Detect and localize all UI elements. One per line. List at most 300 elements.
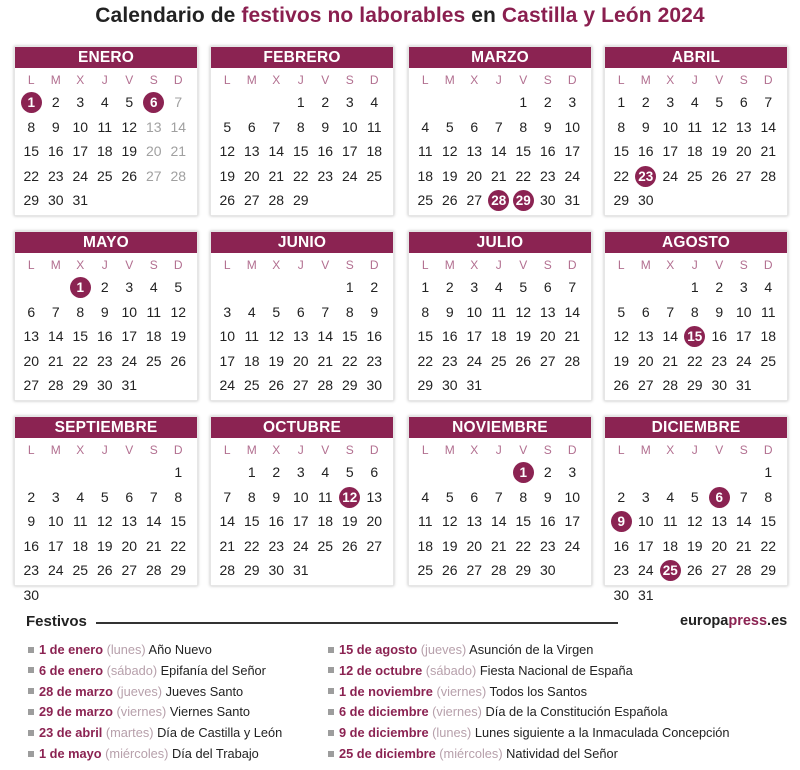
weekday-header: S — [345, 258, 354, 272]
day: 29 — [72, 377, 89, 393]
day: 9 — [543, 488, 552, 505]
day: 10 — [219, 328, 236, 344]
day: 1 — [617, 94, 626, 110]
weekday-header: X — [666, 258, 675, 272]
day: 21 — [490, 167, 507, 184]
day: 22 — [760, 537, 777, 554]
legend-date: 28 de marzo — [39, 683, 117, 699]
day: 22 — [170, 537, 187, 554]
day: 10 — [121, 303, 138, 320]
day: 24 — [662, 167, 679, 184]
day: 12 — [96, 513, 113, 529]
day: 3 — [345, 94, 354, 110]
legend-date: 1 de noviembre — [339, 683, 437, 699]
day: 16 — [637, 143, 654, 159]
day: 1 — [519, 94, 528, 110]
legend-date: 29 de marzo — [39, 704, 117, 720]
day: 21 — [564, 328, 581, 344]
day: 22 — [515, 537, 532, 554]
weekday-header: S — [149, 443, 158, 457]
day: 7 — [174, 94, 183, 110]
weekday-header: S — [345, 443, 354, 457]
bullet-square-icon — [28, 667, 34, 673]
day: 24 — [219, 377, 236, 393]
day: 20 — [466, 537, 483, 554]
legend-date: 25 de diciembre — [339, 746, 440, 761]
legend-item — [328, 663, 633, 678]
day: 25 — [366, 167, 383, 184]
weekday-header: D — [369, 443, 379, 457]
day: 28 — [145, 562, 162, 578]
title-part4: Castilla y León 2024 — [501, 4, 705, 27]
legend-description: Día de Castilla y León — [157, 725, 283, 741]
legend-item — [328, 642, 593, 657]
legend-item — [28, 642, 212, 657]
holiday-day: 15 — [683, 324, 708, 349]
day: 23 — [268, 537, 285, 554]
month-title: FEBRERO — [211, 47, 393, 68]
weekday-header: V — [125, 258, 134, 272]
day: 18 — [243, 352, 260, 369]
day: 29 — [760, 562, 777, 578]
day: 14 — [317, 328, 334, 344]
day: 24 — [735, 352, 752, 369]
day: 28 — [268, 192, 285, 208]
weekday-header: V — [715, 73, 724, 87]
day: 2 — [641, 94, 650, 110]
day: 17 — [564, 513, 581, 529]
weekday-header: X — [76, 73, 85, 87]
weekday-header: M — [640, 258, 651, 272]
day: 19 — [686, 537, 703, 554]
weekday-header: L — [27, 73, 35, 87]
legend-weekday: (viernes) — [436, 683, 490, 699]
day: 5 — [174, 279, 183, 295]
day: 20 — [23, 352, 40, 369]
day: 2 — [27, 488, 36, 505]
day: 18 — [145, 328, 162, 344]
day: 26 — [268, 377, 285, 393]
day: 17 — [637, 537, 654, 554]
day: 29 — [417, 377, 434, 393]
day: 27 — [637, 377, 654, 393]
day: 2 — [272, 464, 281, 480]
weekday-header: M — [246, 443, 257, 457]
month-agosto — [604, 231, 788, 401]
weekday-header: J — [495, 443, 502, 457]
weekday-header: D — [763, 73, 773, 87]
day: 5 — [272, 303, 281, 320]
month-febrero — [210, 46, 394, 216]
day: 18 — [317, 513, 334, 529]
day: 10 — [341, 118, 358, 135]
day: 10 — [735, 303, 752, 320]
day: 8 — [174, 488, 183, 505]
day: 27 — [466, 192, 483, 208]
day: 20 — [735, 143, 752, 159]
day: 20 — [145, 143, 162, 159]
day: 11 — [491, 303, 507, 320]
weekday-header: X — [272, 73, 281, 87]
weekday-header: L — [421, 443, 429, 457]
day: 16 — [268, 513, 285, 529]
day: 16 — [47, 143, 64, 159]
day: 5 — [445, 118, 454, 135]
day: 26 — [170, 352, 187, 369]
weekday-header: S — [345, 73, 354, 87]
day: 19 — [441, 537, 458, 554]
day: 11 — [244, 328, 260, 344]
bullet-square-icon — [28, 647, 34, 653]
day: 13 — [735, 118, 752, 135]
legend-date: 23 de abril — [39, 725, 106, 741]
day: 8 — [421, 303, 430, 320]
day: 21 — [760, 143, 777, 159]
day: 20 — [539, 328, 556, 344]
day: 10 — [47, 513, 64, 529]
day: 31 — [72, 192, 89, 208]
day: 17 — [662, 143, 679, 159]
day: 17 — [466, 328, 483, 344]
day: 4 — [494, 279, 503, 295]
day: 6 — [296, 303, 305, 320]
weekday-header: X — [470, 258, 479, 272]
day: 19 — [219, 167, 236, 184]
weekday-header: J — [101, 443, 108, 457]
weekday-header: S — [149, 258, 158, 272]
day: 9 — [321, 118, 330, 135]
day: 8 — [519, 118, 528, 135]
day: 18 — [417, 167, 434, 184]
day: 5 — [100, 488, 109, 505]
weekday-header: D — [173, 258, 183, 272]
day: 28 — [735, 562, 752, 578]
day: 2 — [543, 94, 552, 110]
day: 20 — [711, 537, 728, 554]
day: 25 — [686, 167, 703, 184]
month-abril — [604, 46, 788, 216]
day: 28 — [317, 377, 334, 393]
day: 14 — [662, 328, 679, 344]
weekday-header: V — [519, 73, 528, 87]
weekday-header: D — [763, 258, 773, 272]
day: 15 — [515, 143, 532, 159]
bullet-square-icon — [28, 688, 34, 694]
weekday-header: X — [272, 258, 281, 272]
day: 24 — [637, 562, 654, 578]
day: 4 — [764, 279, 773, 295]
day: 27 — [23, 377, 40, 393]
day: 27 — [735, 167, 752, 184]
holiday-day: 25 — [658, 558, 683, 583]
day: 28 — [662, 377, 679, 393]
day: 26 — [441, 192, 458, 208]
day: 17 — [292, 513, 309, 529]
day: 5 — [345, 464, 354, 480]
legend-description: Natividad del Señor — [506, 746, 618, 761]
day: 20 — [243, 167, 260, 184]
holiday-day: 9 — [609, 509, 634, 534]
day: 16 — [317, 143, 334, 159]
day: 7 — [666, 303, 675, 320]
day: 29 — [23, 192, 40, 208]
day: 5 — [125, 94, 134, 110]
month-enero — [14, 46, 198, 216]
day: 2 — [51, 94, 60, 110]
legend-description: Fiesta Nacional de España — [479, 662, 633, 678]
day: 16 — [441, 328, 458, 344]
weekday-header: D — [173, 73, 183, 87]
weekday-header: M — [444, 443, 455, 457]
weekday-header: J — [691, 443, 698, 457]
legend-item — [328, 704, 668, 719]
day: 25 — [243, 377, 260, 393]
day: 30 — [613, 586, 630, 603]
day: 12 — [515, 303, 532, 320]
day: 27 — [145, 167, 162, 184]
holiday-day: 28 — [487, 188, 512, 213]
day: 28 — [564, 352, 581, 369]
day: 11 — [317, 488, 333, 505]
day: 23 — [96, 352, 113, 369]
day: 8 — [27, 118, 36, 135]
weekday-header: L — [421, 258, 429, 272]
legend-item — [28, 725, 282, 740]
day: 31 — [292, 562, 309, 578]
day: 21 — [145, 537, 162, 554]
legend-description: Año Nuevo — [148, 642, 212, 657]
day: 3 — [51, 488, 60, 505]
day: 30 — [366, 377, 383, 393]
legend-description: Epifanía del Señor — [160, 662, 266, 678]
day: 21 — [317, 352, 334, 369]
day: 27 — [466, 562, 483, 578]
day: 3 — [296, 464, 305, 480]
day: 24 — [292, 537, 309, 554]
month-title: OCTUBRE — [211, 417, 393, 438]
brand-part3: .es — [767, 613, 788, 629]
weekday-header: L — [223, 73, 231, 87]
day: 22 — [686, 352, 703, 369]
brand-part2: press — [728, 613, 768, 629]
weekday-header: S — [739, 73, 748, 87]
day: 27 — [539, 352, 556, 369]
day: 23 — [539, 537, 556, 554]
day: 23 — [441, 352, 458, 369]
day: 23 — [317, 167, 334, 184]
day: 12 — [441, 143, 458, 159]
month-title: MAYO — [15, 232, 197, 253]
day: 28 — [170, 167, 187, 184]
day: 24 — [341, 167, 358, 184]
day: 13 — [466, 513, 483, 529]
day: 18 — [366, 143, 383, 159]
day: 28 — [47, 377, 64, 393]
legend-weekday: (jueves) — [420, 642, 470, 657]
weekday-header: L — [223, 443, 231, 457]
weekday-header: J — [495, 258, 502, 272]
day: 4 — [100, 94, 109, 110]
weekday-header: L — [617, 258, 625, 272]
weekday-header: S — [543, 258, 552, 272]
day: 4 — [370, 94, 379, 110]
bullet-square-icon — [28, 730, 34, 736]
day: 16 — [539, 143, 556, 159]
day: 26 — [613, 377, 630, 393]
weekday-header: M — [640, 73, 651, 87]
day: 16 — [539, 513, 556, 529]
weekday-header: X — [470, 443, 479, 457]
day: 9 — [51, 118, 60, 135]
day: 21 — [662, 352, 679, 369]
day: 11 — [366, 118, 382, 135]
day: 9 — [641, 118, 650, 135]
weekday-header: V — [125, 443, 134, 457]
day: 22 — [613, 167, 630, 184]
day: 31 — [466, 377, 483, 393]
month-octubre — [210, 416, 394, 586]
day: 23 — [23, 562, 40, 578]
day: 19 — [121, 143, 138, 159]
day: 17 — [735, 328, 752, 344]
day: 19 — [268, 352, 285, 369]
day: 11 — [97, 118, 113, 135]
legend-weekday: (viernes) — [432, 704, 486, 720]
day: 13 — [366, 488, 383, 505]
legend-description: Todos los Santos — [489, 683, 588, 699]
day: 23 — [47, 167, 64, 184]
day: 16 — [96, 328, 113, 344]
day: 13 — [243, 143, 260, 159]
holiday-day: 1 — [19, 90, 44, 115]
day: 21 — [490, 537, 507, 554]
weekday-header: J — [297, 73, 304, 87]
weekday-header: M — [444, 258, 455, 272]
day: 6 — [247, 118, 256, 135]
day: 30 — [539, 192, 556, 208]
day: 20 — [121, 537, 138, 554]
weekday-header: V — [715, 258, 724, 272]
day: 8 — [345, 303, 354, 320]
weekday-header: J — [297, 258, 304, 272]
weekday-header: V — [125, 73, 134, 87]
month-marzo — [408, 46, 592, 216]
day: 7 — [223, 488, 232, 505]
day: 26 — [341, 537, 358, 554]
bullet-square-icon — [328, 647, 334, 653]
day: 26 — [515, 352, 532, 369]
day: 30 — [47, 192, 64, 208]
legend-weekday: (lunes) — [106, 642, 149, 657]
day: 8 — [690, 303, 699, 320]
day: 4 — [690, 94, 699, 110]
weekday-header: V — [321, 258, 330, 272]
legend-date: 9 de diciembre — [339, 725, 433, 741]
day: 5 — [690, 488, 699, 505]
day: 27 — [366, 537, 383, 554]
day: 23 — [613, 562, 630, 578]
day: 4 — [421, 488, 430, 505]
legend-weekday: (martes) — [105, 725, 158, 741]
day: 3 — [76, 94, 85, 110]
month-title: MARZO — [409, 47, 591, 68]
weekday-header: J — [297, 443, 304, 457]
day: 29 — [341, 377, 358, 393]
day: 19 — [515, 328, 532, 344]
day: 17 — [341, 143, 358, 159]
month-title: ENERO — [15, 47, 197, 68]
day: 13 — [121, 513, 138, 529]
day: 15 — [613, 143, 630, 159]
day: 15 — [23, 143, 40, 159]
day: 4 — [247, 303, 256, 320]
day: 15 — [72, 328, 89, 344]
day: 10 — [662, 118, 679, 135]
day: 2 — [445, 279, 454, 295]
day: 19 — [441, 167, 458, 184]
bullet-square-icon — [28, 751, 34, 757]
day: 15 — [515, 513, 532, 529]
day: 24 — [121, 352, 138, 369]
legend-weekday: (miércoles) — [105, 746, 172, 761]
day: 3 — [641, 488, 650, 505]
day: 14 — [145, 513, 162, 529]
day: 7 — [739, 488, 748, 505]
legend-item — [328, 746, 618, 761]
day: 26 — [711, 167, 728, 184]
day: 12 — [686, 513, 703, 529]
day: 18 — [417, 537, 434, 554]
weekday-header: J — [495, 73, 502, 87]
weekday-header: M — [246, 73, 257, 87]
holiday-day: 23 — [634, 164, 659, 189]
title-part2: festivos no laborables — [241, 4, 466, 27]
day: 18 — [662, 537, 679, 554]
day: 3 — [568, 94, 577, 110]
day: 10 — [292, 488, 309, 505]
day: 7 — [494, 118, 503, 135]
day: 6 — [370, 464, 379, 480]
day: 15 — [243, 513, 260, 529]
day: 12 — [268, 328, 285, 344]
day: 9 — [100, 303, 109, 320]
weekday-header: M — [50, 258, 61, 272]
day: 26 — [121, 167, 138, 184]
day: 8 — [296, 118, 305, 135]
day: 7 — [272, 118, 281, 135]
day: 14 — [47, 328, 64, 344]
day: 30 — [96, 377, 113, 393]
day: 5 — [445, 488, 454, 505]
day: 20 — [366, 513, 383, 529]
day: 8 — [76, 303, 85, 320]
day: 17 — [219, 352, 236, 369]
month-title: JULIO — [409, 232, 591, 253]
day: 28 — [490, 562, 507, 578]
weekday-header: V — [715, 443, 724, 457]
day: 21 — [47, 352, 64, 369]
day: 21 — [735, 537, 752, 554]
day: 11 — [662, 513, 678, 529]
day: 15 — [292, 143, 309, 159]
day: 31 — [121, 377, 138, 393]
day: 22 — [417, 352, 434, 369]
day: 1 — [345, 279, 354, 295]
day: 18 — [686, 143, 703, 159]
day: 22 — [292, 167, 309, 184]
day: 30 — [23, 586, 40, 603]
day: 3 — [739, 279, 748, 295]
